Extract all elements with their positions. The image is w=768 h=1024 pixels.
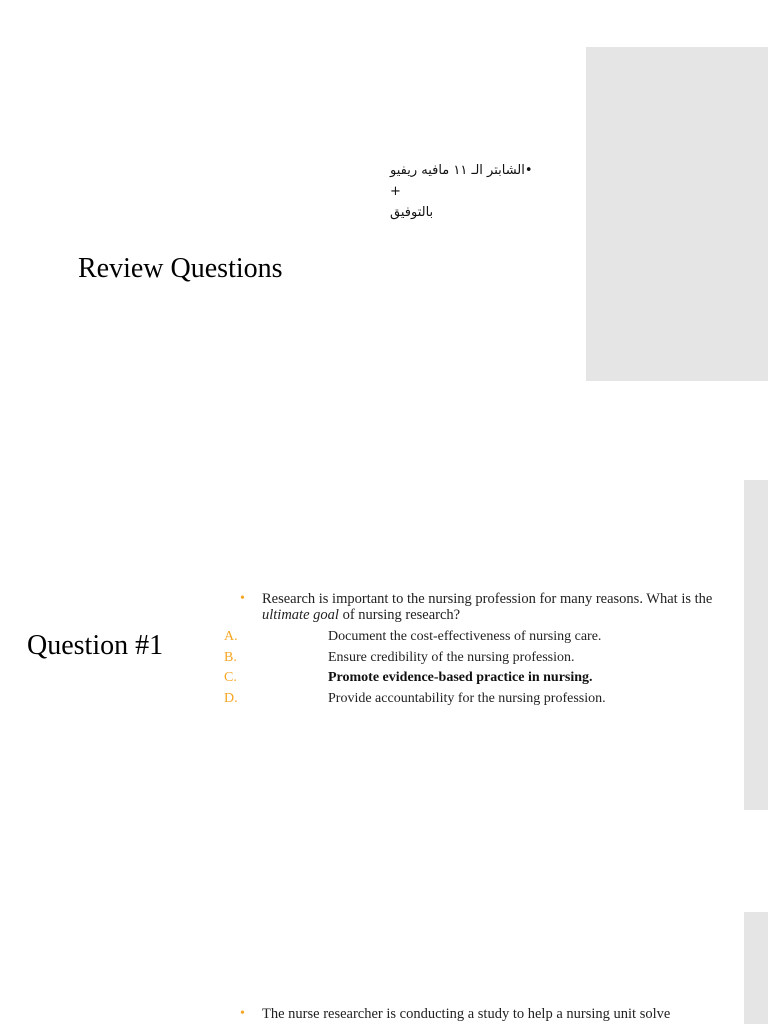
option-b xyxy=(224,648,724,669)
bullet-icon: • xyxy=(240,591,245,606)
arabic-note-line-1: •الشابتر الـ ١١ مافيه ريفيو xyxy=(390,163,533,178)
arabic-note-plus: + xyxy=(390,184,401,199)
answer-options xyxy=(224,627,724,709)
question-2-body xyxy=(224,1006,724,1022)
stem-emphasis: ultimate goal xyxy=(262,607,339,623)
stem-text-after: of nursing research? xyxy=(338,607,461,623)
option-letter: C. xyxy=(224,670,237,685)
option-d xyxy=(224,689,724,710)
slide-review-questions xyxy=(0,0,768,440)
option-text: Ensure credibility of the nursing profession. xyxy=(328,649,575,665)
question-1-body xyxy=(224,591,724,709)
review-questions-title: Review Questions xyxy=(78,253,283,284)
stem-text: The nurse researcher is conducting a study to help a nursing unit solve xyxy=(262,1006,671,1022)
option-a xyxy=(224,627,724,648)
question-1-stem xyxy=(224,591,724,623)
slide-question-1 xyxy=(0,440,768,910)
option-letter: B. xyxy=(224,649,237,665)
gray-placeholder-panel xyxy=(586,47,768,381)
option-c xyxy=(224,668,724,689)
option-text: Document the cost-effectiveness of nursing care. xyxy=(328,629,602,644)
bullet-icon: • xyxy=(240,1006,245,1021)
option-letter: D. xyxy=(224,690,238,706)
question-2-stem xyxy=(224,1006,724,1022)
option-text-correct: Promote evidence-based practice in nursing. xyxy=(328,670,593,685)
arabic-note xyxy=(390,160,550,223)
option-letter: A. xyxy=(224,629,238,644)
option-text: Provide accountability for the nursing profession. xyxy=(328,690,606,706)
gray-edge-panel xyxy=(744,912,768,1024)
question-1-title: Question #1 xyxy=(27,630,164,661)
gray-edge-panel xyxy=(744,480,768,810)
arabic-note-line-3: بالتوفيق xyxy=(390,205,434,220)
slide-question-2 xyxy=(0,910,768,1024)
stem-text-before: Research is important to the nursing profession for many reasons. What is the xyxy=(262,591,713,607)
